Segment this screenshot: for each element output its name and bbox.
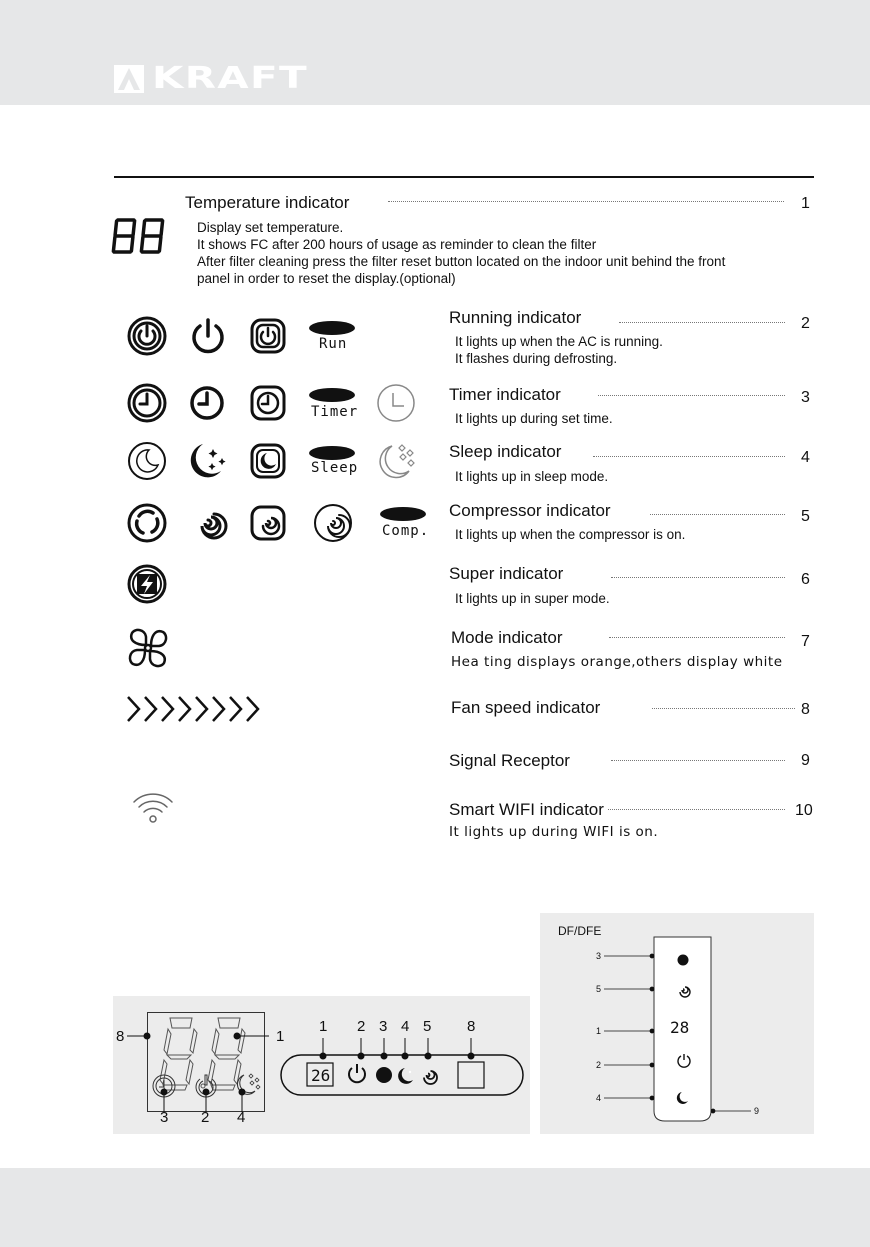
indicator-title-super: Super indicator — [449, 564, 564, 583]
callout-label: 1 — [596, 1026, 602, 1036]
indicator-number: 3 — [801, 389, 810, 406]
leader-dots — [609, 637, 785, 638]
moon-stars-icon — [187, 441, 229, 485]
spiral-square-icon — [250, 505, 286, 545]
spiral-icon — [190, 505, 226, 545]
indicator-title-sleep: Sleep indicator — [449, 442, 562, 461]
spiral-large-icon — [313, 503, 353, 547]
sleep-square-icon — [250, 443, 286, 483]
indicator-desc-line: panel in order to reset the display.(optional) — [197, 271, 456, 286]
indicator-number: 10 — [795, 802, 813, 819]
power-circle-icon — [127, 316, 167, 360]
indicator-number: 8 — [801, 701, 810, 718]
timer-icon — [189, 385, 225, 425]
indicator-number: 4 — [801, 449, 810, 466]
panel-title: DF/DFE — [558, 924, 602, 938]
callout-label: 8 — [467, 1018, 476, 1035]
temperature-display-icon — [113, 217, 169, 259]
timer-outline-icon — [376, 383, 416, 427]
pill-label: Timer — [311, 404, 359, 420]
indicator-desc-line: It flashes during defrosting. — [455, 351, 618, 366]
indicator-number: 5 — [801, 508, 810, 525]
power-icon — [189, 317, 227, 359]
indicator-title-compressor: Compressor indicator — [449, 501, 611, 520]
compressor-circle-icon — [127, 503, 167, 547]
leader-dots — [598, 395, 785, 396]
leader-dots — [593, 456, 785, 457]
sleep-circle-icon — [127, 441, 167, 485]
leader-dots — [611, 577, 785, 578]
indicator-desc-line: It lights up during WIFI is on. — [449, 824, 659, 840]
leader-dots — [650, 514, 785, 515]
indicator-title-temperature: Temperature indicator — [185, 193, 350, 212]
timer-pill-icon — [309, 388, 355, 402]
indicator-desc-line: It lights up during set time. — [455, 411, 613, 426]
indicator-title-running: Running indicator — [449, 308, 582, 327]
leader-dots — [388, 201, 784, 202]
indicator-title-mode: Mode indicator — [451, 628, 563, 647]
indicator-number: 2 — [801, 315, 810, 332]
indicator-number: 6 — [801, 571, 810, 588]
leader-dots — [652, 708, 795, 709]
pill-label: Comp. — [382, 523, 430, 539]
indicator-title-fan-speed: Fan speed indicator — [451, 698, 601, 717]
pill-label: Sleep — [311, 460, 359, 476]
callout-label: 2 — [596, 1060, 602, 1070]
timer-square-icon — [250, 385, 286, 425]
callout-label: 5 — [596, 984, 602, 994]
callout-label: 4 — [237, 1109, 246, 1126]
brand-name: KRAFT — [152, 61, 308, 96]
section-rule — [114, 176, 814, 178]
indicator-title-timer: Timer indicator — [449, 385, 561, 404]
indicator-desc-line: It lights up when the AC is running. — [455, 334, 663, 349]
indicator-desc-line: After filter cleaning press the filter reset button located on the indoor unit behind the front — [197, 254, 726, 269]
kraft-logo-icon — [114, 65, 144, 93]
indicator-number: 1 — [801, 195, 810, 212]
indicator-desc-line: It lights up when the compressor is on. — [455, 527, 686, 542]
indicator-title-signal: Signal Receptor — [449, 751, 570, 770]
moon-stars-outline-icon — [376, 441, 418, 485]
callout-label: 4 — [401, 1018, 410, 1035]
indicator-title-wifi: Smart WIFI indicator — [449, 800, 604, 819]
callout-label: 1 — [319, 1018, 328, 1035]
pill-label: Run — [319, 336, 348, 352]
callout-label: 1 — [276, 1028, 285, 1045]
fan-speed-chevrons-icon — [125, 694, 273, 728]
comp-pill-icon — [380, 507, 426, 521]
run-pill-icon — [309, 321, 355, 335]
power-square-icon — [250, 318, 286, 358]
indicator-desc-line: It lights up in super mode. — [455, 591, 610, 606]
callout-label: 4 — [596, 1093, 602, 1103]
callout-lines — [280, 1038, 524, 1072]
leader-dots — [619, 322, 785, 323]
callout-label: 2 — [357, 1018, 366, 1035]
indicator-desc-line: Display set temperature. — [197, 220, 344, 235]
callout-label: 3 — [160, 1109, 169, 1126]
fan-mode-icon — [127, 627, 169, 673]
indicator-number: 9 — [801, 752, 810, 769]
indicator-desc-line: Hea ting displays orange,others display white — [451, 654, 783, 670]
callout-label: 8 — [116, 1028, 125, 1045]
wifi-icon — [131, 790, 175, 828]
brand-logo — [114, 61, 308, 96]
timer-circle-icon — [127, 383, 167, 427]
leader-dots — [611, 760, 785, 761]
indicator-desc-line: It shows FC after 200 hours of usage as reminder to clean the filter — [197, 237, 597, 252]
display-readout: 26 — [311, 1066, 331, 1085]
sleep-pill-icon — [309, 446, 355, 460]
footer-band — [0, 1168, 870, 1247]
display-readout: 28 — [670, 1018, 690, 1037]
callout-label: 3 — [379, 1018, 388, 1035]
super-icon — [127, 564, 167, 608]
leader-dots — [608, 809, 785, 810]
callout-label: 5 — [423, 1018, 432, 1035]
indicator-desc-line: It lights up in sleep mode. — [455, 469, 609, 484]
indicator-number: 7 — [801, 633, 810, 650]
callout-label: 2 — [201, 1109, 210, 1126]
callout-label: 9 — [754, 1106, 760, 1116]
callout-label: 3 — [596, 951, 602, 961]
